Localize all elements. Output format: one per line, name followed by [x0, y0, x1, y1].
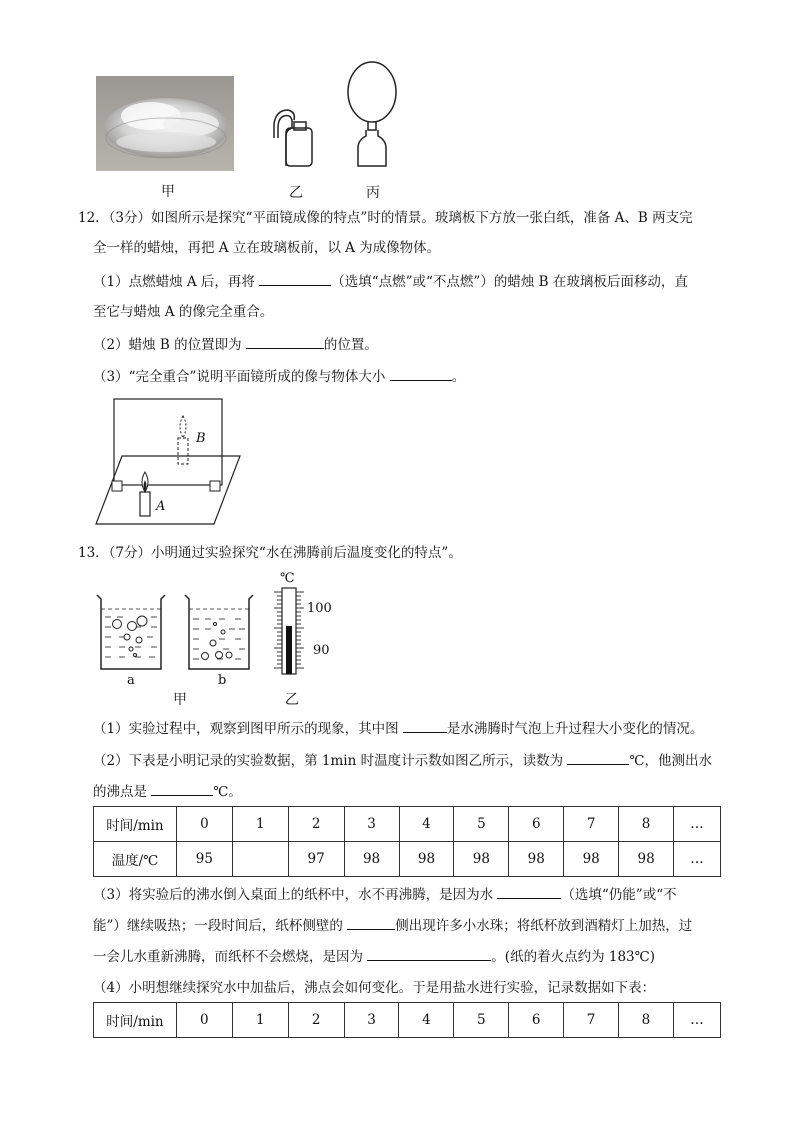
q12-part1-line1 — [93, 271, 688, 292]
q13-part2-line2 — [93, 781, 242, 802]
table-cell: 6 — [509, 1003, 564, 1038]
table-cell: 95 — [176, 842, 232, 877]
q12-part3-text-a: （3）“完全重合”说明平面镜所成的像与物体大小 — [93, 369, 390, 385]
label-candle-a: A — [156, 499, 166, 514]
beaker-b — [183, 593, 255, 673]
dry-ice-photo — [96, 76, 234, 171]
q12-part1-line2: 至它与蜡烛 A 的像完全重合。 — [93, 304, 274, 320]
label-candle-b: B — [196, 431, 206, 446]
q12-stem-line1: 12．（3分）如图所示是探究“平面镜成像的特点”时的情景。玻璃板下方放一张白纸，准备 A、B 两支完 — [78, 210, 693, 226]
table-cell: 7 — [564, 807, 619, 842]
q13-part4-line: （4）小明想继续探究水中加盐后，沸点会如何变化。于是用盐水进行实验，记录数据如下表： — [93, 980, 656, 996]
table-row-time — [94, 807, 721, 842]
q13-part1-blank[interactable] — [403, 718, 447, 733]
beaker-a — [95, 593, 167, 673]
table-cell: 0 — [176, 1003, 232, 1038]
caption-jia-top: 甲 — [161, 184, 175, 200]
table-cell: … — [674, 807, 721, 842]
q13-part2-blank-reading[interactable] — [567, 750, 629, 765]
q12-part1-blank[interactable] — [259, 271, 331, 286]
table-cell: 98 — [619, 842, 674, 877]
q13-part1-line — [93, 718, 703, 739]
q12-part3-line — [93, 366, 465, 387]
q13-part3-blank-heat[interactable] — [497, 884, 561, 899]
table-cell: 8 — [619, 1003, 674, 1038]
candle-a — [140, 492, 150, 516]
table-cell: … — [674, 842, 721, 877]
q13-stem: 13．（7分）小明通过实验探究“水在沸腾前后温度变化的特点”。 — [78, 545, 462, 561]
q12-stem-line2: 全一样的蜡烛，再把 A 立在玻璃板前，以 A 为成像物体。 — [93, 240, 441, 256]
thermometer-icon — [272, 586, 308, 678]
table-cell: 1 — [232, 1003, 288, 1038]
q13-part3-text-b: （选填“仍能”或“不 — [561, 887, 677, 903]
q13-part3-text-d: 侧出现许多小水珠；将纸杯放到酒精灯上加热，过 — [395, 918, 693, 934]
table-cell-blank[interactable] — [232, 842, 288, 877]
q13-part1-text-a: （1）实验过程中，观察到图甲所示的现象，其中图 — [93, 721, 403, 737]
thermometer-tick-90: 90 — [313, 643, 330, 658]
table-cell: 97 — [288, 842, 344, 877]
q12-part3-blank[interactable] — [390, 366, 452, 381]
q13-part2-line1 — [93, 750, 712, 771]
q12-part2-text-b: 的位置。 — [323, 337, 378, 353]
q12-part2-blank[interactable] — [246, 334, 324, 349]
q12-part1-text-b: （选填“点燃”或“不点燃”）的蜡烛 B 在玻璃板后面移动，直 — [331, 274, 688, 290]
support-left — [112, 481, 122, 491]
q13-part3-text-f: 。(纸的着火点约为 183℃) — [491, 949, 655, 965]
table-cell: 4 — [399, 807, 454, 842]
table-cell: 时间/min — [94, 1003, 177, 1038]
q13-part3-line1 — [93, 884, 677, 905]
table-cell: 时间/min — [94, 807, 177, 842]
q12-part2-text-a: （2）蜡烛 B 的位置即为 — [93, 337, 246, 353]
q13-part3-line2 — [93, 915, 692, 936]
candle-b-flame — [180, 416, 186, 438]
q13-part3-blank-reason[interactable] — [367, 946, 491, 961]
table-cell: 2 — [288, 1003, 344, 1038]
table-row-temperature — [94, 842, 721, 877]
label-beaker-b: b — [218, 673, 227, 688]
table-cell: 温度/℃ — [94, 842, 177, 877]
caption-yi-top: 乙 — [289, 185, 303, 201]
table-cell: 1 — [232, 807, 288, 842]
table-cell: 98 — [344, 842, 399, 877]
q13-part3-text-a: （3）将实验后的沸水倒入桌面上的纸杯中，水不再沸腾，是因为水 — [93, 887, 498, 903]
candle-b — [178, 438, 188, 464]
q13-part3-blank-side[interactable] — [347, 915, 395, 930]
thermometer-unit: ℃ — [280, 571, 295, 586]
q13-part3-line3 — [93, 946, 655, 967]
table-cell: 7 — [564, 1003, 619, 1038]
table-cell: 5 — [454, 1003, 509, 1038]
caption-jia-q13: 甲 — [173, 692, 187, 708]
q13-part2-text-c: 的沸点是 — [93, 784, 152, 800]
q13-part2-blank-boiling[interactable] — [151, 781, 213, 796]
table-cell: 2 — [288, 807, 344, 842]
q13-part1-text-b: 是水沸腾时气泡上升过程大小变化的情况。 — [446, 721, 704, 737]
q13-part2-text-d: ℃。 — [213, 784, 242, 800]
q13-part3-text-c: 能”）继续吸热；一段时间后，纸杯侧壁的 — [93, 918, 348, 934]
table-cell: 3 — [344, 1003, 399, 1038]
table-cell: 6 — [509, 807, 564, 842]
dry-ice-photo-graphic — [96, 76, 234, 171]
data-table-saltwater — [93, 1002, 721, 1038]
table-cell: 98 — [399, 842, 454, 877]
q13-part2-text-b: ℃，他测出水 — [629, 753, 712, 769]
bottle-bent-tube-icon — [272, 108, 324, 170]
caption-yi-q13: 乙 — [285, 692, 299, 708]
table-cell: 8 — [619, 807, 674, 842]
table-row-time — [94, 1003, 721, 1038]
q13-part2-text-a: （2）下表是小明记录的实验数据，第 1min 时温度计示数如图乙所示，读数为 — [93, 753, 568, 769]
caption-bing-top: 丙 — [366, 185, 380, 201]
q12-part3-text-b: 。 — [451, 369, 466, 385]
mirror-candle-diagram — [94, 396, 244, 528]
thermometer-tick-100: 100 — [307, 601, 332, 616]
q12-part1-text-a: （1）点燃蜡烛 A 后，再将 — [93, 274, 260, 290]
q13-part3-text-e: 一会儿水重新沸腾，而纸杯不会燃烧，是因为 — [93, 949, 368, 965]
table-cell: 0 — [176, 807, 232, 842]
q12-part2-line — [93, 334, 378, 355]
table-cell: 4 — [399, 1003, 454, 1038]
table-cell: 5 — [454, 807, 509, 842]
label-beaker-a: a — [127, 673, 135, 688]
support-right — [210, 481, 220, 491]
table-cell: 98 — [564, 842, 619, 877]
table-cell: 98 — [454, 842, 509, 877]
table-cell: 98 — [509, 842, 564, 877]
data-table-water — [93, 806, 721, 877]
table-cell: … — [673, 1003, 720, 1038]
table-cell: 3 — [344, 807, 399, 842]
bottle-balloon-icon — [346, 60, 398, 172]
